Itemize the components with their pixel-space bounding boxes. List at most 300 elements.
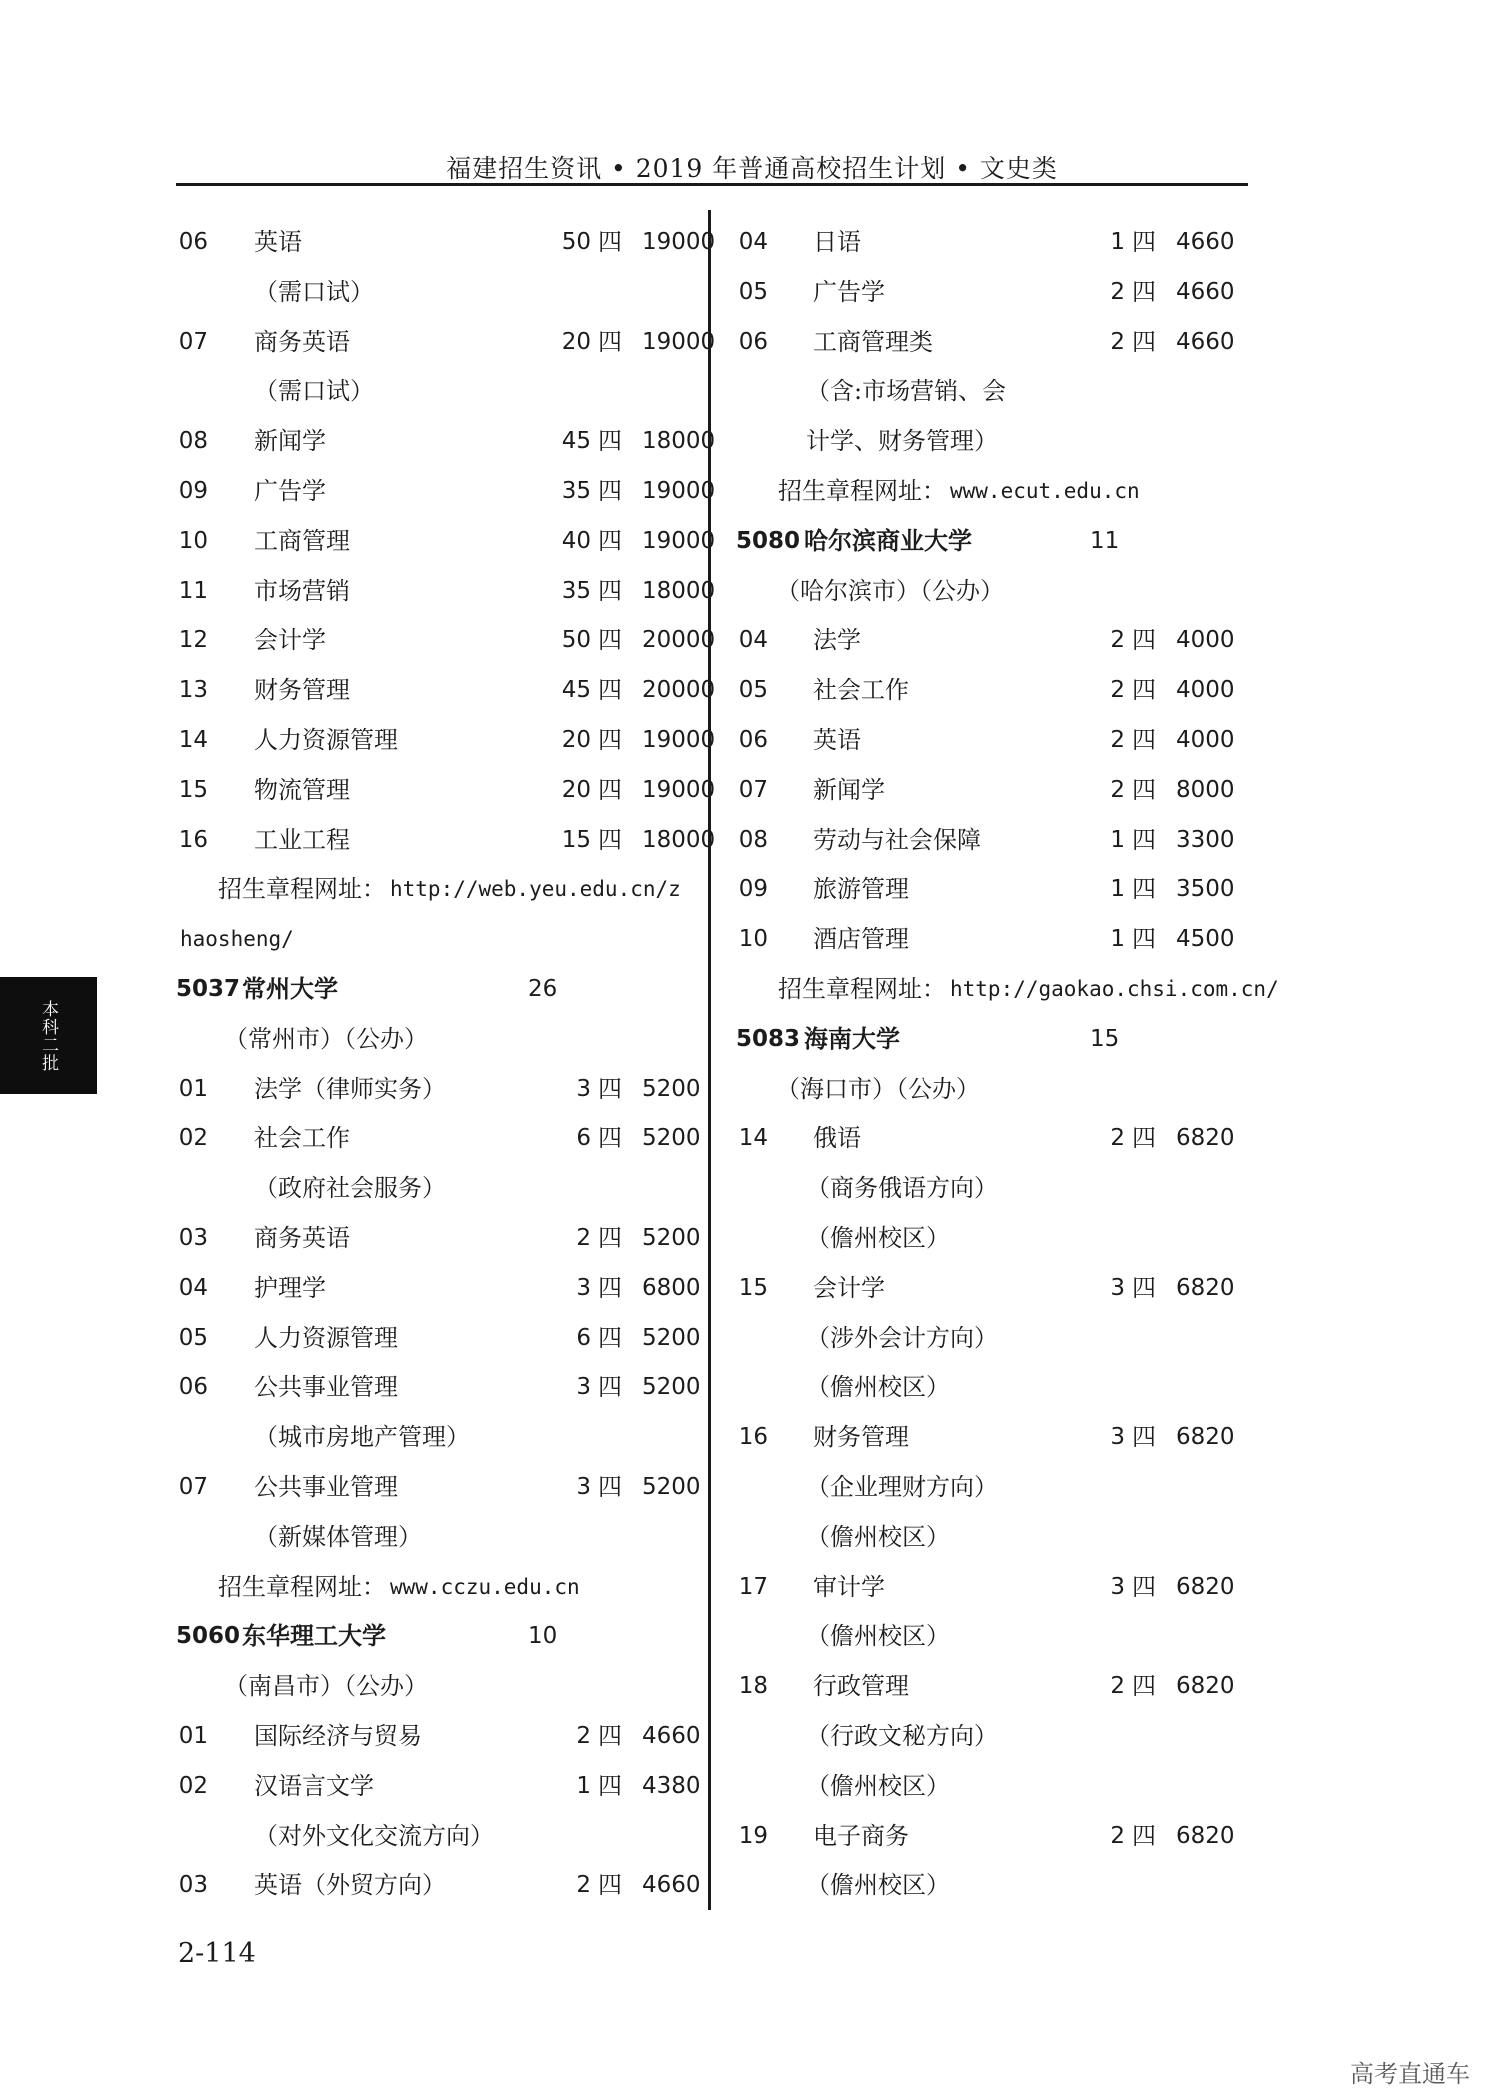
plan-count: 1 (1110, 229, 1125, 255)
location-text: （哈尔滨市）（公办） (776, 576, 1004, 605)
major-code: 08 (738, 826, 768, 853)
major-row (736, 816, 1248, 866)
major-code: 03 (178, 1224, 208, 1251)
plan-count: 1 (576, 1772, 591, 1799)
major-name: 旅游管理 (813, 875, 909, 904)
study-years: 四 (598, 1273, 622, 1302)
plan-count: 50 (561, 229, 591, 255)
major-note (736, 1612, 1248, 1662)
study-years: 四 (598, 676, 622, 705)
major-note (736, 1214, 1248, 1264)
school-name: 哈尔滨商业大学 (804, 526, 972, 555)
school-location (176, 1662, 696, 1712)
location-text: （南昌市）（公办） (224, 1672, 428, 1701)
major-code: 14 (178, 726, 208, 753)
school-location (736, 567, 1248, 617)
note-text: （儋州校区） (806, 1223, 950, 1252)
plan-count: 2 (1110, 726, 1125, 753)
tuition-fee: 19000 (642, 527, 716, 554)
plan-count: 2 (1110, 278, 1125, 305)
note-text: （城市房地产管理） (254, 1423, 470, 1452)
url-label: 招生章程网址： (218, 875, 386, 904)
url-label: 招生章程网址： (218, 1572, 386, 1601)
plan-count: 45 (561, 677, 591, 704)
admission-url: www.ecut.edu.cn (950, 478, 1140, 503)
major-row (736, 616, 1248, 666)
school-heading (736, 1015, 1248, 1065)
major-row (736, 1413, 1248, 1463)
running-header: 福建招生资讯 • 2019 年普通高校招生计划 • 文史类 (446, 154, 1058, 183)
major-row (176, 467, 716, 517)
major-code: 14 (738, 1125, 768, 1152)
major-row (176, 1861, 701, 1911)
study-years: 四 (1132, 626, 1156, 655)
admission-url-row (176, 865, 696, 915)
plan-count: 2 (1110, 776, 1125, 803)
study-years: 四 (598, 476, 622, 505)
major-row (736, 1563, 1248, 1613)
major-code: 10 (738, 926, 768, 953)
note-text: （政府社会服务） (254, 1174, 446, 1203)
tuition-fee: 6820 (1176, 1822, 1235, 1849)
school-code: 5060 (176, 1623, 241, 1650)
study-years: 四 (1132, 228, 1156, 256)
major-name: 财务管理 (813, 1423, 909, 1452)
note-text: （儋州校区） (806, 1522, 950, 1551)
major-row (176, 417, 716, 467)
tuition-fee: 5200 (642, 1374, 701, 1401)
plan-count: 35 (561, 477, 591, 504)
plan-count: 2 (1110, 1822, 1125, 1849)
tuition-fee: 6820 (1176, 1125, 1235, 1152)
plan-count: 1 (1110, 826, 1125, 853)
study-years: 四 (598, 1771, 622, 1800)
major-note (176, 1164, 696, 1214)
tuition-fee: 4660 (1176, 229, 1235, 255)
major-code: 17 (738, 1573, 768, 1600)
study-years: 四 (598, 1074, 622, 1103)
note-text: （行政文秘方向） (806, 1721, 998, 1750)
study-years: 四 (598, 626, 622, 655)
study-years: 四 (1132, 1124, 1156, 1153)
tuition-fee: 5200 (642, 1125, 701, 1152)
tuition-fee: 18000 (642, 428, 716, 455)
major-code: 09 (738, 876, 768, 903)
school-total-count: 11 (1090, 527, 1120, 554)
major-row (736, 666, 1248, 716)
major-code: 10 (178, 527, 208, 554)
major-name: 市场营销 (254, 576, 350, 605)
tuition-fee: 5200 (642, 1473, 701, 1500)
study-years: 四 (1132, 277, 1156, 306)
major-code: 16 (178, 826, 208, 853)
admission-url-row (736, 965, 1279, 1015)
study-years: 四 (598, 1871, 622, 1900)
page-number: 2-114 (178, 1938, 256, 1969)
admission-url-row (736, 467, 1248, 517)
plan-count: 3 (1110, 1274, 1125, 1301)
major-row (176, 567, 716, 617)
study-years: 四 (1132, 875, 1156, 904)
tuition-fee: 19000 (642, 328, 716, 355)
plan-count: 3 (576, 1274, 591, 1301)
study-years: 四 (598, 1721, 622, 1750)
tuition-fee: 6800 (642, 1274, 701, 1301)
plan-count: 35 (561, 577, 591, 604)
tuition-fee: 3300 (1176, 826, 1235, 853)
major-note (736, 1712, 1248, 1762)
major-name: 财务管理 (254, 676, 350, 705)
major-row (736, 1264, 1248, 1314)
major-code: 02 (178, 1125, 208, 1152)
study-years: 四 (1132, 1273, 1156, 1302)
plan-count: 2 (1110, 1673, 1125, 1700)
admission-url: http://web.yeu.edu.cn/z (390, 877, 681, 902)
major-name: 工业工程 (254, 825, 350, 854)
tuition-fee: 4000 (1176, 677, 1235, 704)
location-text: （常州市）（公办） (224, 1024, 428, 1053)
major-code: 04 (738, 229, 768, 255)
study-years: 四 (1132, 1821, 1156, 1850)
note-text: （儋州校区） (806, 1771, 950, 1800)
major-note (736, 367, 1248, 417)
tuition-fee: 4500 (1176, 926, 1235, 953)
note-text: 计学、财务管理） (806, 427, 998, 456)
plan-count: 2 (1110, 677, 1125, 704)
plan-count: 2 (576, 1872, 591, 1899)
major-name: 商务英语 (254, 1223, 350, 1252)
major-note (736, 1513, 1248, 1563)
plan-count: 3 (576, 1374, 591, 1401)
tuition-fee: 6820 (1176, 1573, 1235, 1600)
school-heading (176, 1612, 696, 1662)
note-text: （对外文化交流方向） (254, 1821, 494, 1850)
major-row (736, 1812, 1248, 1862)
tuition-fee: 3500 (1176, 876, 1235, 903)
school-name: 海南大学 (804, 1024, 900, 1053)
tuition-fee: 4000 (1176, 627, 1235, 654)
major-name: 商务英语 (254, 327, 350, 356)
plan-count: 2 (1110, 1125, 1125, 1152)
major-name: 社会工作 (813, 676, 909, 705)
major-row (736, 716, 1248, 766)
major-code: 07 (738, 776, 768, 803)
major-row (176, 1114, 701, 1164)
major-name: 汉语言文学 (254, 1771, 374, 1800)
major-row (736, 915, 1248, 965)
school-code: 5037 (176, 975, 241, 1002)
tuition-fee: 19000 (642, 776, 716, 803)
major-code: 12 (178, 627, 208, 654)
location-text: （海口市）（公办） (776, 1074, 980, 1103)
major-code: 01 (178, 1722, 208, 1749)
tuition-fee: 4000 (1176, 726, 1235, 753)
major-name: 新闻学 (813, 775, 885, 804)
tuition-fee: 6820 (1176, 1274, 1235, 1301)
major-row (176, 616, 716, 666)
watermark: 高考直通车 (1350, 2060, 1470, 2088)
major-code: 05 (738, 677, 768, 704)
major-row (736, 865, 1248, 915)
note-text: （涉外会计方向） (806, 1323, 998, 1352)
study-years: 四 (598, 228, 622, 256)
major-row (736, 218, 1248, 268)
study-years: 四 (1132, 327, 1156, 356)
major-row (176, 1264, 701, 1314)
study-years: 四 (1132, 1572, 1156, 1601)
major-row (176, 1762, 701, 1812)
tuition-fee: 8000 (1176, 776, 1235, 803)
major-row (176, 816, 716, 866)
plan-count: 20 (561, 328, 591, 355)
major-name: 审计学 (813, 1572, 885, 1601)
study-years: 四 (598, 1373, 622, 1402)
study-years: 四 (1132, 1672, 1156, 1701)
tuition-fee: 4660 (642, 1872, 701, 1899)
major-name: 电子商务 (813, 1821, 909, 1850)
school-total-count: 26 (528, 975, 558, 1002)
tuition-fee: 5200 (642, 1075, 701, 1102)
major-name: 护理学 (254, 1273, 326, 1302)
major-name: 社会工作 (254, 1124, 350, 1153)
tuition-fee: 4660 (642, 1722, 701, 1749)
school-heading (176, 965, 696, 1015)
major-row (176, 766, 716, 816)
section-side-tab (0, 977, 97, 1094)
major-code: 06 (738, 726, 768, 753)
note-text: （儋州校区） (806, 1373, 950, 1402)
url-label: 招生章程网址： (778, 476, 946, 505)
study-years: 四 (1132, 775, 1156, 804)
major-code: 15 (178, 776, 208, 803)
study-years: 四 (1132, 925, 1156, 954)
study-years: 四 (598, 1323, 622, 1352)
major-row (176, 1314, 701, 1364)
major-code: 04 (738, 627, 768, 654)
study-years: 四 (1132, 676, 1156, 705)
note-text: （含:市场营销、会 (806, 377, 1007, 406)
major-row (736, 1114, 1248, 1164)
tuition-fee: 4380 (642, 1772, 701, 1799)
major-note (176, 1513, 696, 1563)
admission-url-row (176, 1563, 696, 1613)
major-row (176, 716, 716, 766)
major-name: 物流管理 (254, 775, 350, 804)
tuition-fee: 19000 (642, 477, 716, 504)
major-name: 会计学 (254, 626, 326, 655)
major-name: 酒店管理 (813, 925, 909, 954)
plan-count: 1 (1110, 926, 1125, 953)
study-years: 四 (1132, 825, 1156, 854)
major-name: 英语 (813, 725, 861, 754)
school-name: 常州大学 (242, 974, 338, 1003)
major-code: 03 (178, 1872, 208, 1899)
major-code: 09 (178, 477, 208, 504)
major-name: 俄语 (813, 1124, 861, 1153)
plan-count: 50 (561, 627, 591, 654)
major-name: 法学 (813, 626, 861, 655)
note-text: （商务俄语方向） (806, 1174, 998, 1203)
url-label: 招生章程网址： (778, 974, 946, 1003)
major-note (176, 1413, 696, 1463)
plan-count: 40 (561, 527, 591, 554)
school-heading (736, 517, 1248, 567)
study-years: 四 (598, 526, 622, 555)
tuition-fee: 18000 (642, 826, 716, 853)
major-note (736, 417, 1248, 467)
study-years: 四 (598, 1472, 622, 1501)
major-name: 英语（外贸方向） (254, 1871, 446, 1900)
school-total-count: 15 (1090, 1025, 1120, 1052)
school-code: 5083 (736, 1025, 801, 1052)
tuition-fee: 20000 (642, 677, 716, 704)
major-note (736, 1463, 1248, 1513)
major-code: 05 (738, 278, 768, 305)
study-years: 四 (598, 327, 622, 356)
plan-count: 3 (1110, 1573, 1125, 1600)
tuition-fee: 6820 (1176, 1673, 1235, 1700)
major-note (176, 1812, 696, 1862)
major-row (736, 766, 1248, 816)
major-name: 劳动与社会保障 (813, 825, 981, 854)
plan-count: 15 (561, 826, 591, 853)
plan-count: 2 (576, 1722, 591, 1749)
major-row (176, 1463, 701, 1513)
study-years: 四 (598, 427, 622, 456)
tuition-fee: 4660 (1176, 278, 1235, 305)
major-note (176, 367, 696, 417)
major-code: 11 (178, 577, 208, 604)
major-note (176, 268, 696, 318)
major-note (736, 1762, 1248, 1812)
url-text: haosheng/ (180, 927, 294, 952)
tuition-fee: 5200 (642, 1324, 701, 1351)
major-name: 公共事业管理 (254, 1472, 398, 1501)
tuition-fee: 18000 (642, 577, 716, 604)
tuition-fee: 20000 (642, 627, 716, 654)
major-code: 06 (178, 1374, 208, 1401)
url-continuation (176, 915, 696, 965)
plan-count: 3 (576, 1075, 591, 1102)
major-row (736, 1662, 1248, 1712)
header-rule (176, 183, 1248, 186)
plan-count: 3 (576, 1473, 591, 1500)
major-code: 08 (178, 428, 208, 455)
plan-count: 2 (576, 1224, 591, 1251)
major-note (736, 1164, 1248, 1214)
plan-count: 45 (561, 428, 591, 455)
study-years: 四 (598, 775, 622, 804)
major-code: 07 (178, 1473, 208, 1500)
plan-count: 2 (1110, 627, 1125, 654)
major-name: 广告学 (813, 277, 885, 306)
major-code: 06 (178, 229, 208, 255)
major-row (176, 1712, 701, 1762)
school-total-count: 10 (528, 1623, 558, 1650)
major-code: 06 (738, 328, 768, 355)
plan-count: 6 (576, 1125, 591, 1152)
major-name: 人力资源管理 (254, 725, 398, 754)
plan-count: 3 (1110, 1424, 1125, 1451)
tuition-fee: 19000 (642, 726, 716, 753)
note-text: （新媒体管理） (254, 1522, 422, 1551)
left-column (176, 218, 716, 1911)
major-row (176, 1363, 701, 1413)
major-code: 05 (178, 1324, 208, 1351)
side-tab-label: 本科二批 (38, 999, 58, 1072)
tuition-fee: 4660 (1176, 328, 1235, 355)
note-text: （需口试） (254, 377, 374, 406)
major-code: 15 (738, 1274, 768, 1301)
admission-url: www.cczu.edu.cn (390, 1574, 580, 1599)
study-years: 四 (598, 1124, 622, 1153)
major-code: 18 (738, 1673, 768, 1700)
major-name: 新闻学 (254, 427, 326, 456)
tuition-fee: 19000 (642, 229, 716, 255)
major-row (176, 517, 716, 567)
study-years: 四 (598, 825, 622, 854)
note-text: （儋州校区） (806, 1871, 950, 1900)
major-name: 广告学 (254, 476, 326, 505)
major-name: 工商管理 (254, 526, 350, 555)
plan-count: 20 (561, 776, 591, 803)
school-location (736, 1065, 1248, 1115)
major-note (736, 1861, 1248, 1911)
major-code: 13 (178, 677, 208, 704)
note-text: （儋州校区） (806, 1622, 950, 1651)
major-name: 会计学 (813, 1273, 885, 1302)
major-name: 人力资源管理 (254, 1323, 398, 1352)
study-years: 四 (1132, 1423, 1156, 1452)
major-name: 国际经济与贸易 (254, 1721, 422, 1750)
plan-count: 6 (576, 1324, 591, 1351)
major-code: 07 (178, 328, 208, 355)
study-years: 四 (598, 725, 622, 754)
note-text: （需口试） (254, 277, 374, 306)
school-location (176, 1015, 696, 1065)
major-note (736, 1363, 1248, 1413)
major-row (176, 1214, 701, 1264)
tuition-fee: 6820 (1176, 1424, 1235, 1451)
major-name: 工商管理类 (813, 327, 933, 356)
major-name: 公共事业管理 (254, 1373, 398, 1402)
major-code: 01 (178, 1075, 208, 1102)
plan-count: 2 (1110, 328, 1125, 355)
study-years: 四 (598, 1223, 622, 1252)
major-code: 19 (738, 1822, 768, 1849)
major-name: 法学（律师实务） (254, 1074, 446, 1103)
right-column (736, 218, 1279, 1911)
admission-url: http://gaokao.chsi.com.cn/ (950, 976, 1279, 1001)
major-row (176, 318, 716, 368)
note-text: （企业理财方向） (806, 1472, 998, 1501)
major-name: 行政管理 (813, 1672, 909, 1701)
school-name: 东华理工大学 (242, 1622, 386, 1651)
major-row (736, 268, 1248, 318)
major-row (736, 318, 1248, 368)
major-code: 02 (178, 1772, 208, 1799)
major-name: 日语 (813, 228, 861, 256)
major-row (176, 218, 716, 268)
major-name: 英语 (254, 228, 302, 256)
major-row (176, 666, 716, 716)
major-note (736, 1314, 1248, 1364)
major-code: 16 (738, 1424, 768, 1451)
school-code: 5080 (736, 527, 801, 554)
tuition-fee: 5200 (642, 1224, 701, 1251)
major-row (176, 1065, 701, 1115)
major-code: 04 (178, 1274, 208, 1301)
